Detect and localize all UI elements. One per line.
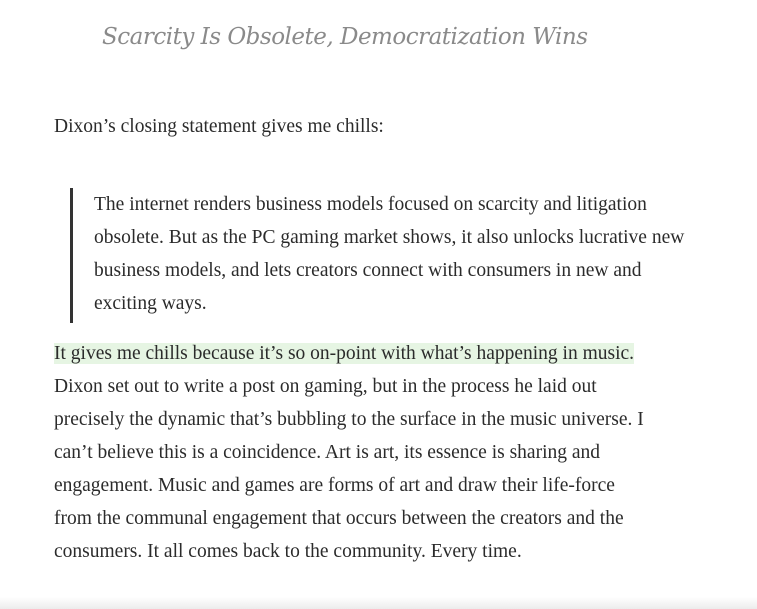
body-line: precisely the dynamic that’s bubbling to the surface in the music universe. I — [54, 409, 644, 430]
body-line: engagement. Music and games are forms of art and draw their life-force — [54, 475, 615, 496]
blockquote-line: exciting ways. — [94, 293, 207, 314]
body-line: consumers. It all comes back to the community. Every time. — [54, 541, 522, 562]
blockquote-line: obsolete. But as the PC gaming market shows, it also unlocks lucrative new — [94, 227, 685, 248]
intro-paragraph: Dixon’s closing statement gives me chills: — [54, 116, 384, 137]
section-subheading: Scarcity Is Obsolete, Democratization Wins — [102, 24, 588, 50]
body-line: Dixon set out to write a post on gaming, but in the process he laid out — [54, 376, 597, 397]
body-line: can’t believe this is a coincidence. Art is art, its essence is sharing and — [54, 442, 601, 463]
blockquote-line: business models, and lets creators connect with consumers in new and — [94, 260, 642, 281]
blockquote-text — [94, 188, 757, 320]
blockquote — [70, 188, 757, 323]
body-paragraph — [54, 337, 746, 568]
body-line: from the communal engagement that occurs between the creators and the — [54, 508, 624, 529]
bottom-edge-shadow — [0, 597, 757, 609]
blockquote-line: The internet renders business models focused on scarcity and litigation — [94, 194, 647, 215]
highlighted-sentence[interactable]: It gives me chills because it’s so on-point with what’s happening in music. — [54, 343, 635, 364]
